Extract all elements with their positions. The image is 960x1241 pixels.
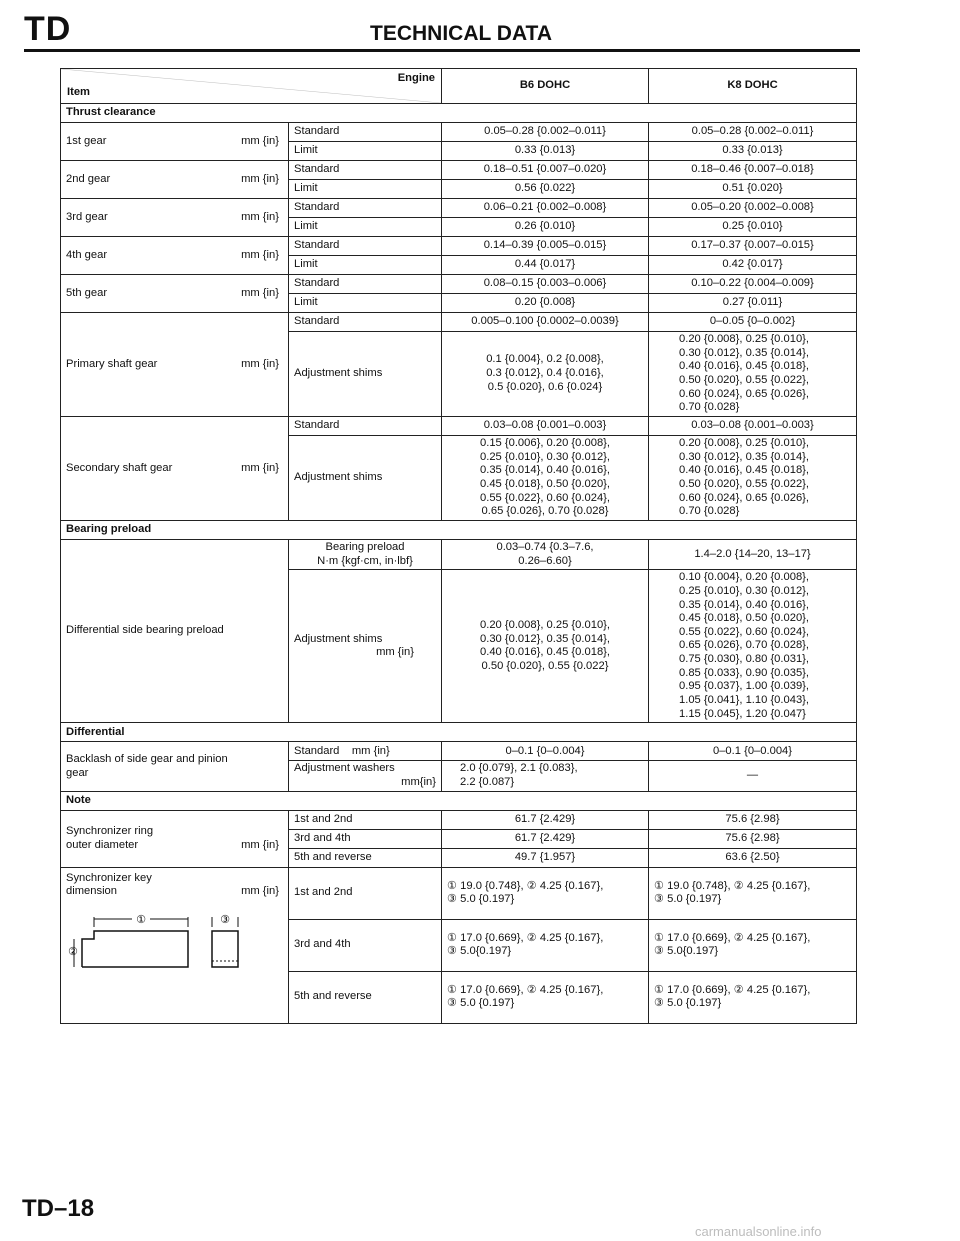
item-unit: mm {in} <box>241 172 279 185</box>
section-differential <box>61 723 857 742</box>
item-cell <box>61 161 289 199</box>
b6-value: 61.7 {2.429} <box>442 829 649 848</box>
table-row <box>61 742 857 761</box>
b6-value: 0.20 {0.008} <box>442 294 649 313</box>
item-name: Synchronizer key dimension <box>66 871 152 898</box>
table-row <box>61 810 857 829</box>
item-engine-header <box>61 69 442 104</box>
k8-value: 0.05–0.20 {0.002–0.008} <box>649 199 857 218</box>
b6-value: 61.7 {2.429} <box>442 810 649 829</box>
k8-value: 0.42 {0.017} <box>649 256 857 275</box>
item-header-label: Item <box>67 86 91 99</box>
engine-header-label: Engine <box>397 72 435 84</box>
item-cell <box>61 123 289 161</box>
condition-cell: Adjustment shims <box>289 435 442 520</box>
section-title: Bearing preload <box>61 520 857 539</box>
condition-cell: 3rd and 4th <box>289 829 442 848</box>
k8-value: — <box>649 761 857 791</box>
header-rule <box>24 49 860 52</box>
condition-cell: 3rd and 4th <box>289 919 442 971</box>
k8-value: 75.6 {2.98} <box>649 829 857 848</box>
item-name: Primary shaft gear <box>66 357 158 370</box>
b6-value: 0.005–0.100 {0.0002–0.0039} <box>442 313 649 332</box>
k8-value: 0.25 {0.010} <box>649 218 857 237</box>
table-row <box>61 313 857 332</box>
section-title: Note <box>61 791 857 810</box>
k8-value: 0.05–0.28 {0.002–0.011} <box>649 123 857 142</box>
b6-value: 0.1 {0.004}, 0.2 {0.008}, 0.3 {0.012}, 0.4 {0.016}, 0.5 {0.020}, 0.6 {0.024} <box>442 332 649 417</box>
b6-value: 0.44 {0.017} <box>442 256 649 275</box>
b6-value: 0.08–0.15 {0.003–0.006} <box>442 275 649 294</box>
condition-cell: Limit <box>289 180 442 199</box>
section-thrust-clearance <box>61 104 857 123</box>
b6-value: 0.26 {0.010} <box>442 218 649 237</box>
condition-cell: Standard <box>289 416 442 435</box>
b6-value: ① 19.0 {0.748}, ② 4.25 {0.167}, ③ 5.0 {0.197} <box>442 867 649 919</box>
table-row <box>61 237 857 256</box>
section-title: Thrust clearance <box>61 104 857 123</box>
k8-value: 75.6 {2.98} <box>649 810 857 829</box>
b6-value: 2.0 {0.079}, 2.1 {0.083}, 2.2 {0.087} <box>442 761 649 791</box>
b6-value: 49.7 {1.957} <box>442 848 649 867</box>
section-bearing-preload <box>61 520 857 539</box>
k8-value: 0.33 {0.013} <box>649 142 857 161</box>
condition-cell: Standard <box>289 123 442 142</box>
table-row <box>61 539 857 569</box>
item-unit: mm {in} <box>241 248 279 261</box>
k8-value: 0.51 {0.020} <box>649 180 857 199</box>
table-row <box>61 161 857 180</box>
condition-cell: Bearing preload N·m {kgf·cm, in·lbf} <box>289 539 442 569</box>
item-cell <box>61 539 289 723</box>
b6-value: 0.18–0.51 {0.007–0.020} <box>442 161 649 180</box>
k8-value: ① 19.0 {0.748}, ② 4.25 {0.167}, ③ 5.0 {0.197} <box>649 867 857 919</box>
dimension-3-mark: ③ <box>220 913 230 927</box>
item-name: Differential side bearing preload <box>66 624 224 637</box>
condition-cell: 5th and reverse <box>289 971 442 1023</box>
k8-value: 0.10–0.22 {0.004–0.009} <box>649 275 857 294</box>
table-row <box>61 867 857 919</box>
table-header-row <box>61 69 857 104</box>
item-name: 3rd gear <box>66 210 108 223</box>
condition-cell: Standard <box>289 313 442 332</box>
k8-value: ① 17.0 {0.669}, ② 4.25 {0.167}, ③ 5.0 {0.197} <box>649 971 857 1023</box>
item-cell: Backlash of side gear and pinion gear <box>61 742 289 791</box>
item-cell <box>61 275 289 313</box>
condition-label: Adjustment shims <box>294 632 383 645</box>
item-cell <box>61 237 289 275</box>
table-row <box>61 416 857 435</box>
table-row <box>61 123 857 142</box>
b6-value: 0.06–0.21 {0.002–0.008} <box>442 199 649 218</box>
condition-cell: Standard <box>289 275 442 294</box>
b6-value: 0.15 {0.006}, 0.20 {0.008}, 0.25 {0.010}, 0.30 {0.012}, 0.35 {0.014}, 0.40 {0.016}, 0.45 {0.018}, 0.50 {0.020}, 0.55 {0.022}, 0.60 {0.024}, 0.65 {0.026}, 0.70 {0.028} <box>442 435 649 520</box>
item-unit: mm {in} <box>241 885 279 898</box>
b6-value: 0.56 {0.022} <box>442 180 649 199</box>
page-number: TD–18 <box>22 1195 95 1222</box>
technical-data-table <box>60 68 857 1024</box>
item-cell <box>61 867 289 1023</box>
k8-value: 0.10 {0.004}, 0.20 {0.008}, 0.25 {0.010}, 0.30 {0.012}, 0.35 {0.014}, 0.40 {0.016}, 0.45 {0.018}, 0.50 {0.020}, 0.55 {0.022}, 0.60 {0.024}, 0.65 {0.026}, 0.70 {0.028}, 0.75 {0.030}, 0.80 {0.031}, 0.85 {0.033}, 0.90 {0.035}, 0.95 {0.037}, 1.00 {0.039}, 1.05 {0.041}, 1.10 {0.043}, 1.15 {0.045}, 1.20 {0.047} <box>649 570 857 723</box>
b6-value: 0–0.1 {0–0.004} <box>442 742 649 761</box>
b6-value: 0.20 {0.008}, 0.25 {0.010}, 0.30 {0.012}, 0.35 {0.014}, 0.40 {0.016}, 0.45 {0.018}, 0.50 {0.020}, 0.55 {0.022} <box>442 570 649 723</box>
item-name: 1st gear <box>66 134 107 147</box>
synchronizer-key-figure <box>66 909 246 969</box>
b6-value: 0.03–0.74 {0.3–7.6, 0.26–6.60} <box>442 539 649 569</box>
item-cell <box>61 199 289 237</box>
item-unit: mm {in} <box>241 357 279 370</box>
k8-value: 0.20 {0.008}, 0.25 {0.010}, 0.30 {0.012}, 0.35 {0.014}, 0.40 {0.016}, 0.45 {0.018}, 0.50 {0.020}, 0.55 {0.022}, 0.60 {0.024}, 0.65 {0.026}, 0.70 {0.028} <box>649 332 857 417</box>
k8-value: 0–0.1 {0–0.004} <box>649 742 857 761</box>
b6-value: 0.05–0.28 {0.002–0.011} <box>442 123 649 142</box>
section-title: Differential <box>61 723 857 742</box>
dimension-2-mark: ② <box>68 945 78 959</box>
k8-value: 0–0.05 {0–0.002} <box>649 313 857 332</box>
k8-value: 0.18–0.46 {0.007–0.018} <box>649 161 857 180</box>
b6-value: 0.14–0.39 {0.005–0.015} <box>442 237 649 256</box>
condition-cell: Limit <box>289 142 442 161</box>
page-title: TECHNICAL DATA <box>370 22 552 45</box>
table-row <box>61 199 857 218</box>
condition-cell: Adjustment shims <box>289 332 442 417</box>
section-code: TD <box>24 10 72 48</box>
table-row <box>61 275 857 294</box>
k8-value: 63.6 {2.50} <box>649 848 857 867</box>
condition-cell <box>289 761 442 791</box>
item-name: Secondary shaft gear <box>66 461 173 474</box>
item-unit: mm {in} <box>241 286 279 299</box>
condition-cell: Limit <box>289 294 442 313</box>
item-unit: mm {in} <box>241 838 279 851</box>
item-unit: mm {in} <box>241 210 279 223</box>
dimension-1-mark: ① <box>136 913 146 927</box>
condition-cell: 1st and 2nd <box>289 867 442 919</box>
section-note <box>61 791 857 810</box>
condition-cell: Standard <box>289 199 442 218</box>
b6-dohc-header: B6 DOHC <box>442 69 649 104</box>
item-cell <box>61 810 289 867</box>
k8-value: 0.20 {0.008}, 0.25 {0.010}, 0.30 {0.012}, 0.35 {0.014}, 0.40 {0.016}, 0.45 {0.018}, 0.50 {0.020}, 0.55 {0.022}, 0.60 {0.024}, 0.65 {0.026}, 0.70 {0.028} <box>649 435 857 520</box>
condition-cell: Standard <box>289 237 442 256</box>
condition-unit: mm {in} <box>376 646 414 659</box>
condition-cell <box>289 570 442 723</box>
item-name: 4th gear <box>66 248 108 261</box>
k8-value: 0.17–0.37 {0.007–0.015} <box>649 237 857 256</box>
b6-value: ① 17.0 {0.669}, ② 4.25 {0.167}, ③ 5.0 {0.197} <box>442 971 649 1023</box>
condition-cell: Limit <box>289 256 442 275</box>
condition-cell: Limit <box>289 218 442 237</box>
item-name: 2nd gear <box>66 172 111 185</box>
condition-cell: 5th and reverse <box>289 848 442 867</box>
item-cell <box>61 416 289 520</box>
k8-value: ① 17.0 {0.669}, ② 4.25 {0.167}, ③ 5.0{0.197} <box>649 919 857 971</box>
k8-value: 0.03–0.08 {0.001–0.003} <box>649 416 857 435</box>
b6-value: 0.33 {0.013} <box>442 142 649 161</box>
item-name: Synchronizer ring outer diameter <box>66 825 154 851</box>
condition-cell: Standard mm {in} <box>289 742 442 761</box>
item-cell <box>61 313 289 417</box>
condition-cell: Standard <box>289 161 442 180</box>
condition-cell: 1st and 2nd <box>289 810 442 829</box>
k8-value: 0.27 {0.011} <box>649 294 857 313</box>
diagonal-divider <box>61 69 441 103</box>
condition-unit: mm{in} <box>401 776 436 789</box>
watermark-text: carmanualsonline.info <box>695 1224 822 1239</box>
b6-value: 0.03–0.08 {0.001–0.003} <box>442 416 649 435</box>
item-unit: mm {in} <box>241 461 279 474</box>
item-name: 5th gear <box>66 286 108 299</box>
b6-value: ① 17.0 {0.669}, ② 4.25 {0.167}, ③ 5.0{0.197} <box>442 919 649 971</box>
k8-value: 1.4–2.0 {14–20, 13–17} <box>649 539 857 569</box>
item-unit: mm {in} <box>241 134 279 147</box>
condition-label: Adjustment washers <box>294 762 395 775</box>
k8-dohc-header: K8 DOHC <box>649 69 857 104</box>
